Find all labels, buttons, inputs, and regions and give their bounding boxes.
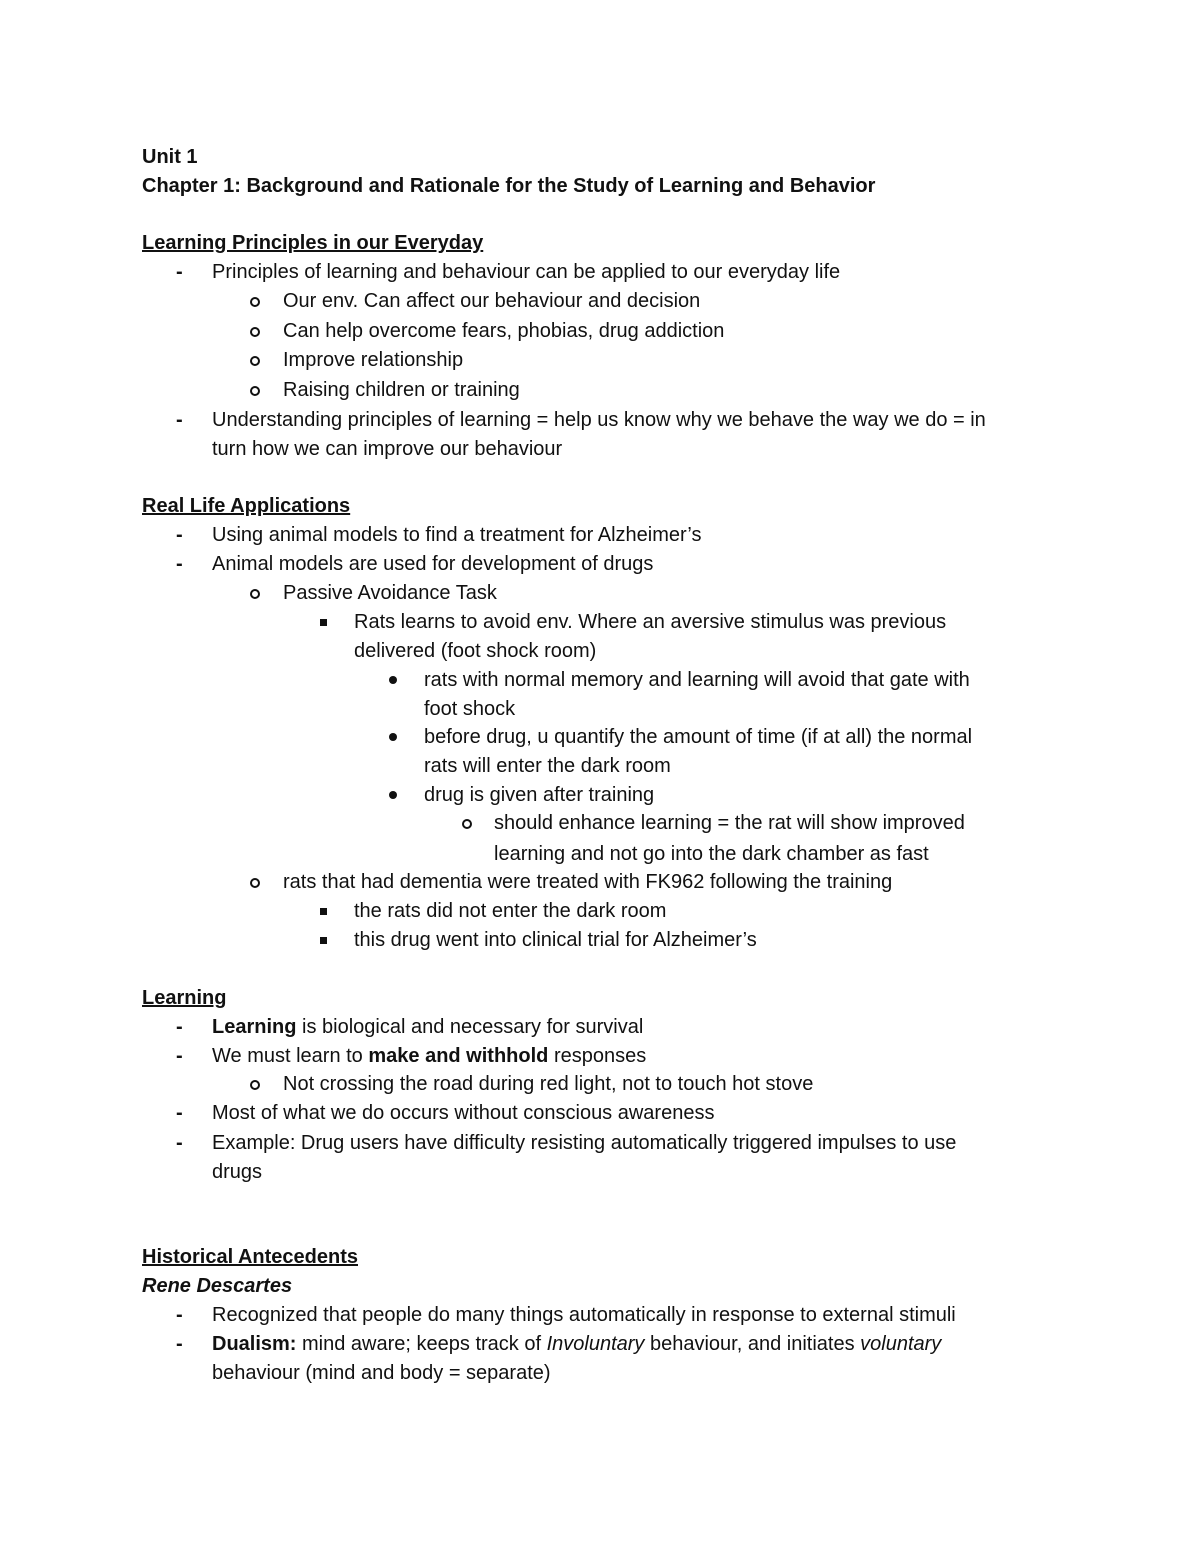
text-run: is biological and necessary for survival	[296, 1016, 644, 1038]
level4-bullet-item	[0, 780, 1200, 810]
sub-sub-bullet-item	[0, 607, 1200, 637]
bullet-text: Can help overcome fears, phobias, drug addiction	[283, 320, 725, 342]
bullet-text: drug is given after training	[424, 784, 655, 806]
bullet-text	[212, 1012, 643, 1042]
dash-bullet: -	[176, 553, 183, 575]
bullet-text: Recognized that people do many things automatically in response to external stimuli	[212, 1304, 956, 1326]
dash-bullet: -	[176, 524, 183, 546]
dash-bullet: -	[176, 1132, 183, 1154]
chapter-title-line	[0, 171, 1200, 201]
section-heading-line	[0, 983, 1200, 1013]
sub-sub-bullet-item	[0, 925, 1200, 955]
bullet-text: rats that had dementia were treated with FK962 following the training	[283, 871, 893, 893]
hollow-circle-bullet-icon	[250, 356, 260, 366]
bullet-text: learning and not go into the dark chamber as fast	[494, 843, 929, 865]
section-heading-applications: Real Life Applications	[142, 495, 351, 517]
subheading-line	[0, 1271, 1200, 1301]
dash-bullet: -	[176, 1102, 183, 1124]
section-heading-line	[0, 1242, 1200, 1272]
sub-bullet-item	[0, 375, 1200, 405]
unit-label: Unit 1	[142, 146, 198, 168]
text-run: behaviour, and initiates	[644, 1333, 861, 1355]
bullet-text: turn how we can improve our behaviour	[212, 438, 563, 460]
unit-label-line	[0, 142, 1200, 172]
sub-bullet-item	[0, 867, 1200, 897]
bullet-text: behaviour (mind and body = separate)	[212, 1362, 551, 1384]
text-run: We must learn to	[212, 1045, 369, 1067]
text-run: mind aware; keeps track of	[296, 1333, 547, 1355]
filled-circle-bullet-icon	[389, 791, 397, 799]
hollow-circle-bullet-icon	[462, 819, 472, 829]
level4-bullet-item	[0, 722, 1200, 752]
bullet-item	[0, 549, 1200, 579]
sub-bullet-item	[0, 345, 1200, 375]
square-bullet-icon	[320, 937, 327, 944]
bullet-text: foot shock	[424, 698, 516, 720]
bullet-text: Raising children or training	[283, 379, 520, 401]
bullet-text: Improve relationship	[283, 349, 464, 371]
chapter-title: Chapter 1: Background and Rationale for the Study of Learning and Behavior	[142, 175, 876, 197]
hollow-circle-bullet-icon	[250, 386, 260, 396]
bullet-continuation	[0, 636, 1200, 666]
bullet-item	[0, 1128, 1200, 1158]
hollow-circle-bullet-icon	[250, 878, 260, 888]
sub-bullet-item	[0, 1069, 1200, 1099]
bullet-text: Example: Drug users have difficulty resisting automatically triggered impulses to use	[212, 1132, 957, 1154]
italic-term: voluntary	[860, 1333, 942, 1355]
bullet-item	[0, 1041, 1200, 1071]
hollow-circle-bullet-icon	[250, 589, 260, 599]
bullet-text: Principles of learning and behaviour can be applied to our everyday life	[212, 261, 841, 283]
text-run: responses	[548, 1045, 647, 1067]
bullet-text: Not crossing the road during red light, not to touch hot stove	[283, 1073, 814, 1095]
dash-bullet: -	[176, 1304, 183, 1326]
bullet-text: Rats learns to avoid env. Where an aversive stimulus was previous	[354, 611, 947, 633]
bold-term: make and withhold	[368, 1045, 549, 1067]
bullet-text: rats will enter the dark room	[424, 755, 671, 777]
bullet-text: the rats did not enter the dark room	[354, 900, 667, 922]
dash-bullet: -	[176, 1333, 183, 1355]
sub-bullet-item	[0, 316, 1200, 346]
bullet-item	[0, 1098, 1200, 1128]
bullet-text: Passive Avoidance Task	[283, 582, 497, 604]
hollow-circle-bullet-icon	[250, 327, 260, 337]
filled-circle-bullet-icon	[389, 676, 397, 684]
bullet-item	[0, 405, 1200, 435]
bullet-text: Using animal models to find a treatment for Alzheimer’s	[212, 524, 702, 546]
bullet-continuation	[0, 839, 1200, 869]
bullet-continuation	[0, 1157, 1200, 1187]
hollow-circle-bullet-icon	[250, 297, 260, 307]
bold-term: Dualism:	[212, 1333, 297, 1355]
section-heading-historical: Historical Antecedents	[142, 1246, 358, 1268]
bullet-text: before drug, u quantify the amount of time (if at all) the normal	[424, 726, 973, 748]
bullet-item	[0, 1329, 1200, 1359]
bullet-continuation	[0, 434, 1200, 464]
bullet-text: rats with normal memory and learning will avoid that gate with	[424, 669, 970, 691]
subheading-descartes: Rene Descartes	[142, 1275, 293, 1297]
bullet-text: should enhance learning = the rat will show improved	[494, 812, 965, 834]
filled-circle-bullet-icon	[389, 733, 397, 741]
dash-bullet: -	[176, 1016, 183, 1038]
dash-bullet: -	[176, 1045, 183, 1067]
bullet-item	[0, 1012, 1200, 1042]
bullet-text: Animal models are used for development of drugs	[212, 553, 654, 575]
sub-bullet-item	[0, 286, 1200, 316]
bullet-item	[0, 257, 1200, 287]
bullet-text: delivered (foot shock room)	[354, 640, 597, 662]
bullet-text: drugs	[212, 1161, 263, 1183]
sub-bullet-item	[0, 578, 1200, 608]
dash-bullet: -	[176, 261, 183, 283]
bullet-continuation	[0, 694, 1200, 724]
bold-term: Learning	[212, 1016, 297, 1038]
bullet-item	[0, 520, 1200, 550]
bullet-text: Most of what we do occurs without conscious awareness	[212, 1102, 715, 1124]
level4-bullet-item	[0, 665, 1200, 695]
bullet-text	[212, 1329, 941, 1359]
square-bullet-icon	[320, 619, 327, 626]
bullet-text	[212, 1041, 646, 1071]
level5-bullet-item	[0, 808, 1200, 838]
section-heading-line	[0, 228, 1200, 258]
hollow-circle-bullet-icon	[250, 1080, 260, 1090]
bullet-continuation	[0, 751, 1200, 781]
sub-sub-bullet-item	[0, 896, 1200, 926]
bullet-item	[0, 1300, 1200, 1330]
bullet-continuation	[0, 1358, 1200, 1388]
section-heading-learning: Learning	[142, 987, 227, 1009]
bullet-text: Our env. Can affect our behaviour and decision	[283, 290, 701, 312]
square-bullet-icon	[320, 908, 327, 915]
dash-bullet: -	[176, 409, 183, 431]
italic-term: Involuntary	[546, 1333, 645, 1355]
bullet-text: this drug went into clinical trial for Alzheimer’s	[354, 929, 757, 951]
section-heading-line	[0, 491, 1200, 521]
section-heading-everyday: Learning Principles in our Everyday	[142, 232, 484, 254]
bullet-text: Understanding principles of learning = help us know why we behave the way we do = in	[212, 409, 986, 431]
